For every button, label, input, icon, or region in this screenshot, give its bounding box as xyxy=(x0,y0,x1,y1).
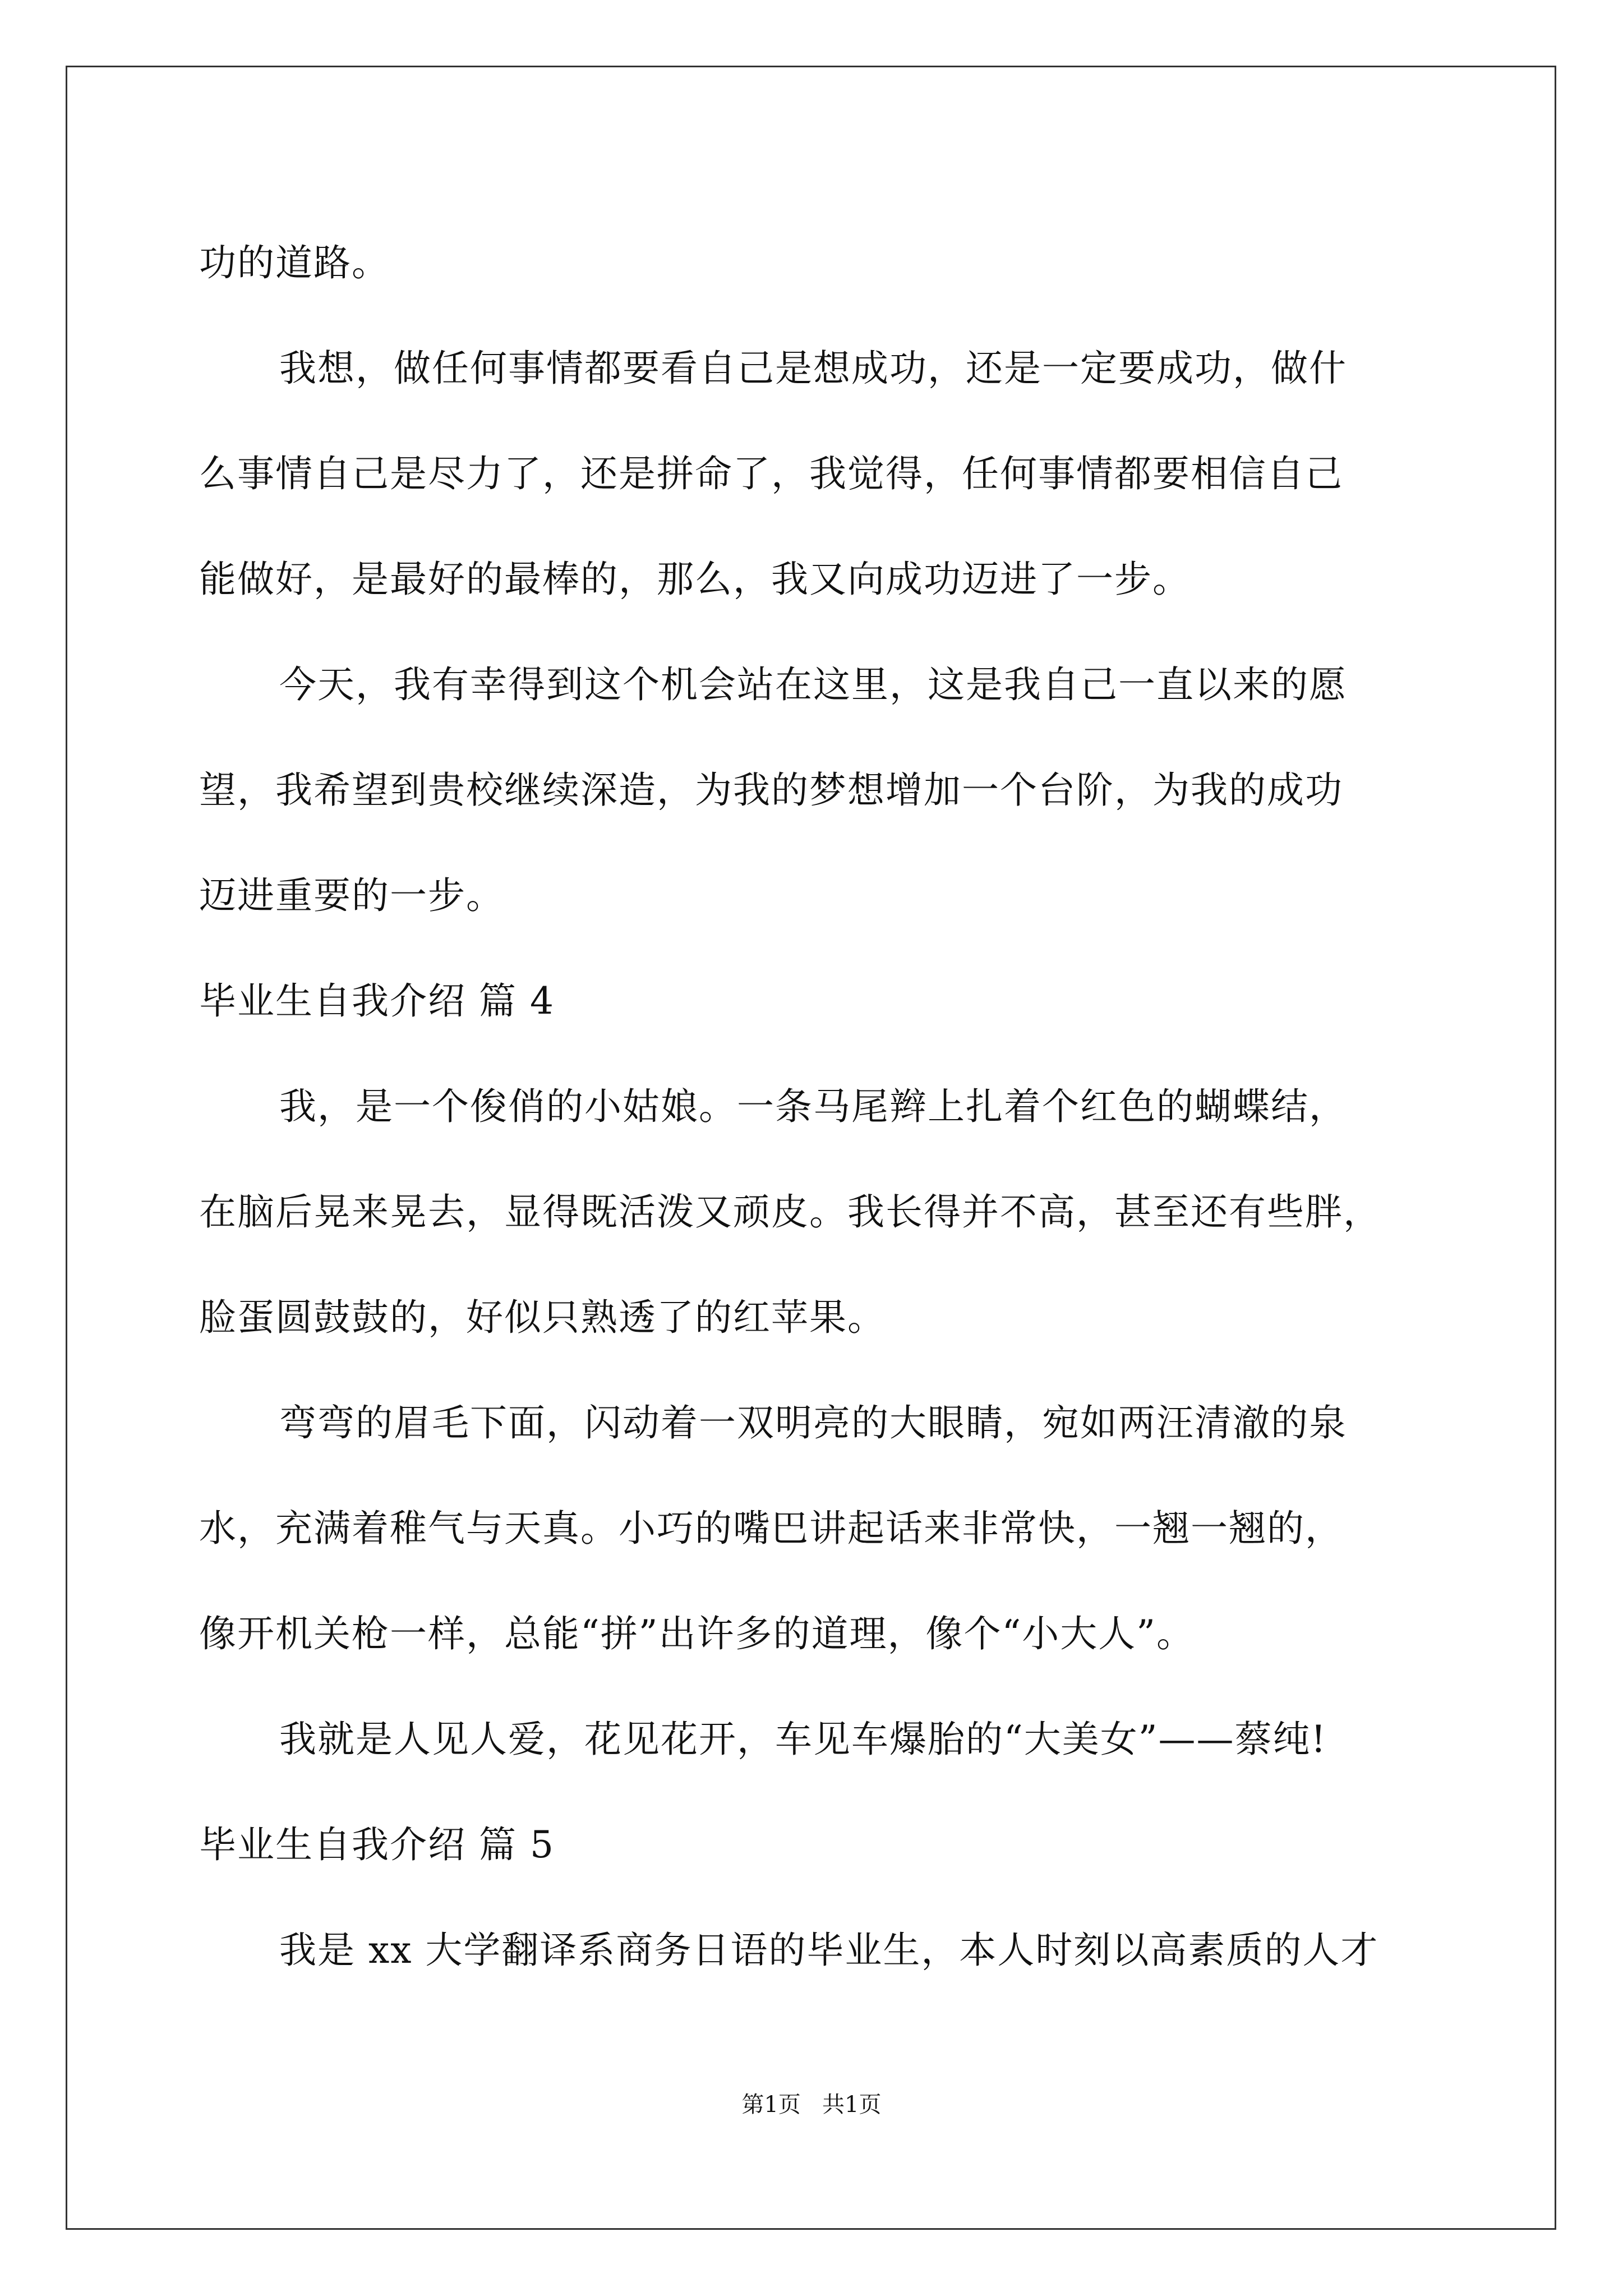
text-line: 今天，我有幸得到这个机会站在这里，这是我自己一直以来的愿 xyxy=(279,663,1347,706)
section-heading: 毕业生自我介绍 篇 4 xyxy=(199,979,555,1023)
text-line: 在脑后晃来晃去，显得既活泼又顽皮。我长得并不高，甚至还有些胖， xyxy=(199,1190,1381,1234)
text-line: 么事情自己是尽力了，还是拼命了，我觉得，任何事情都要相信自己 xyxy=(199,452,1343,495)
text-line: 能做好，是最好的最棒的，那么，我又向成功迈进了一步。 xyxy=(199,558,1191,601)
text-line: 迈进重要的一步。 xyxy=(199,874,504,917)
text-line: 水，充满着稚气与天真。小巧的嘴巴讲起话来非常快，一翘一翘的， xyxy=(199,1507,1343,1550)
page-footer: 第1页 共1页 xyxy=(741,2092,882,2118)
text-line: 我，是一个俊俏的小姑娘。一条马尾辫上扎着个红色的蝴蝶结， xyxy=(279,1085,1347,1128)
text-line: 我想，做任何事情都要看自己是想成功，还是一定要成功，做什 xyxy=(279,347,1347,390)
text-line: 我是 xx 大学翻译系商务日语的毕业生，本人时刻以高素质的人才 xyxy=(279,1929,1379,1972)
text-line: 功的道路。 xyxy=(199,241,390,284)
text-line: 望，我希望到贵校继续深造，为我的梦想增加一个台阶，为我的成功 xyxy=(199,769,1343,812)
text-line: 弯弯的眉毛下面，闪动着一双明亮的大眼睛，宛如两汪清澈的泉 xyxy=(279,1401,1347,1444)
document-body xyxy=(199,210,1438,2003)
text-line: 像开机关枪一样，总能“拼”出许多的道理，像个“小大人”。 xyxy=(199,1612,1195,1655)
text-line: 脸蛋圆鼓鼓的，好似只熟透了的红苹果。 xyxy=(199,1296,886,1339)
section-heading: 毕业生自我介绍 篇 5 xyxy=(199,1823,555,1866)
text-line: 我就是人见人爱，花见花开，车见车爆胎的“大美女”——蔡纯! xyxy=(279,1718,1327,1761)
